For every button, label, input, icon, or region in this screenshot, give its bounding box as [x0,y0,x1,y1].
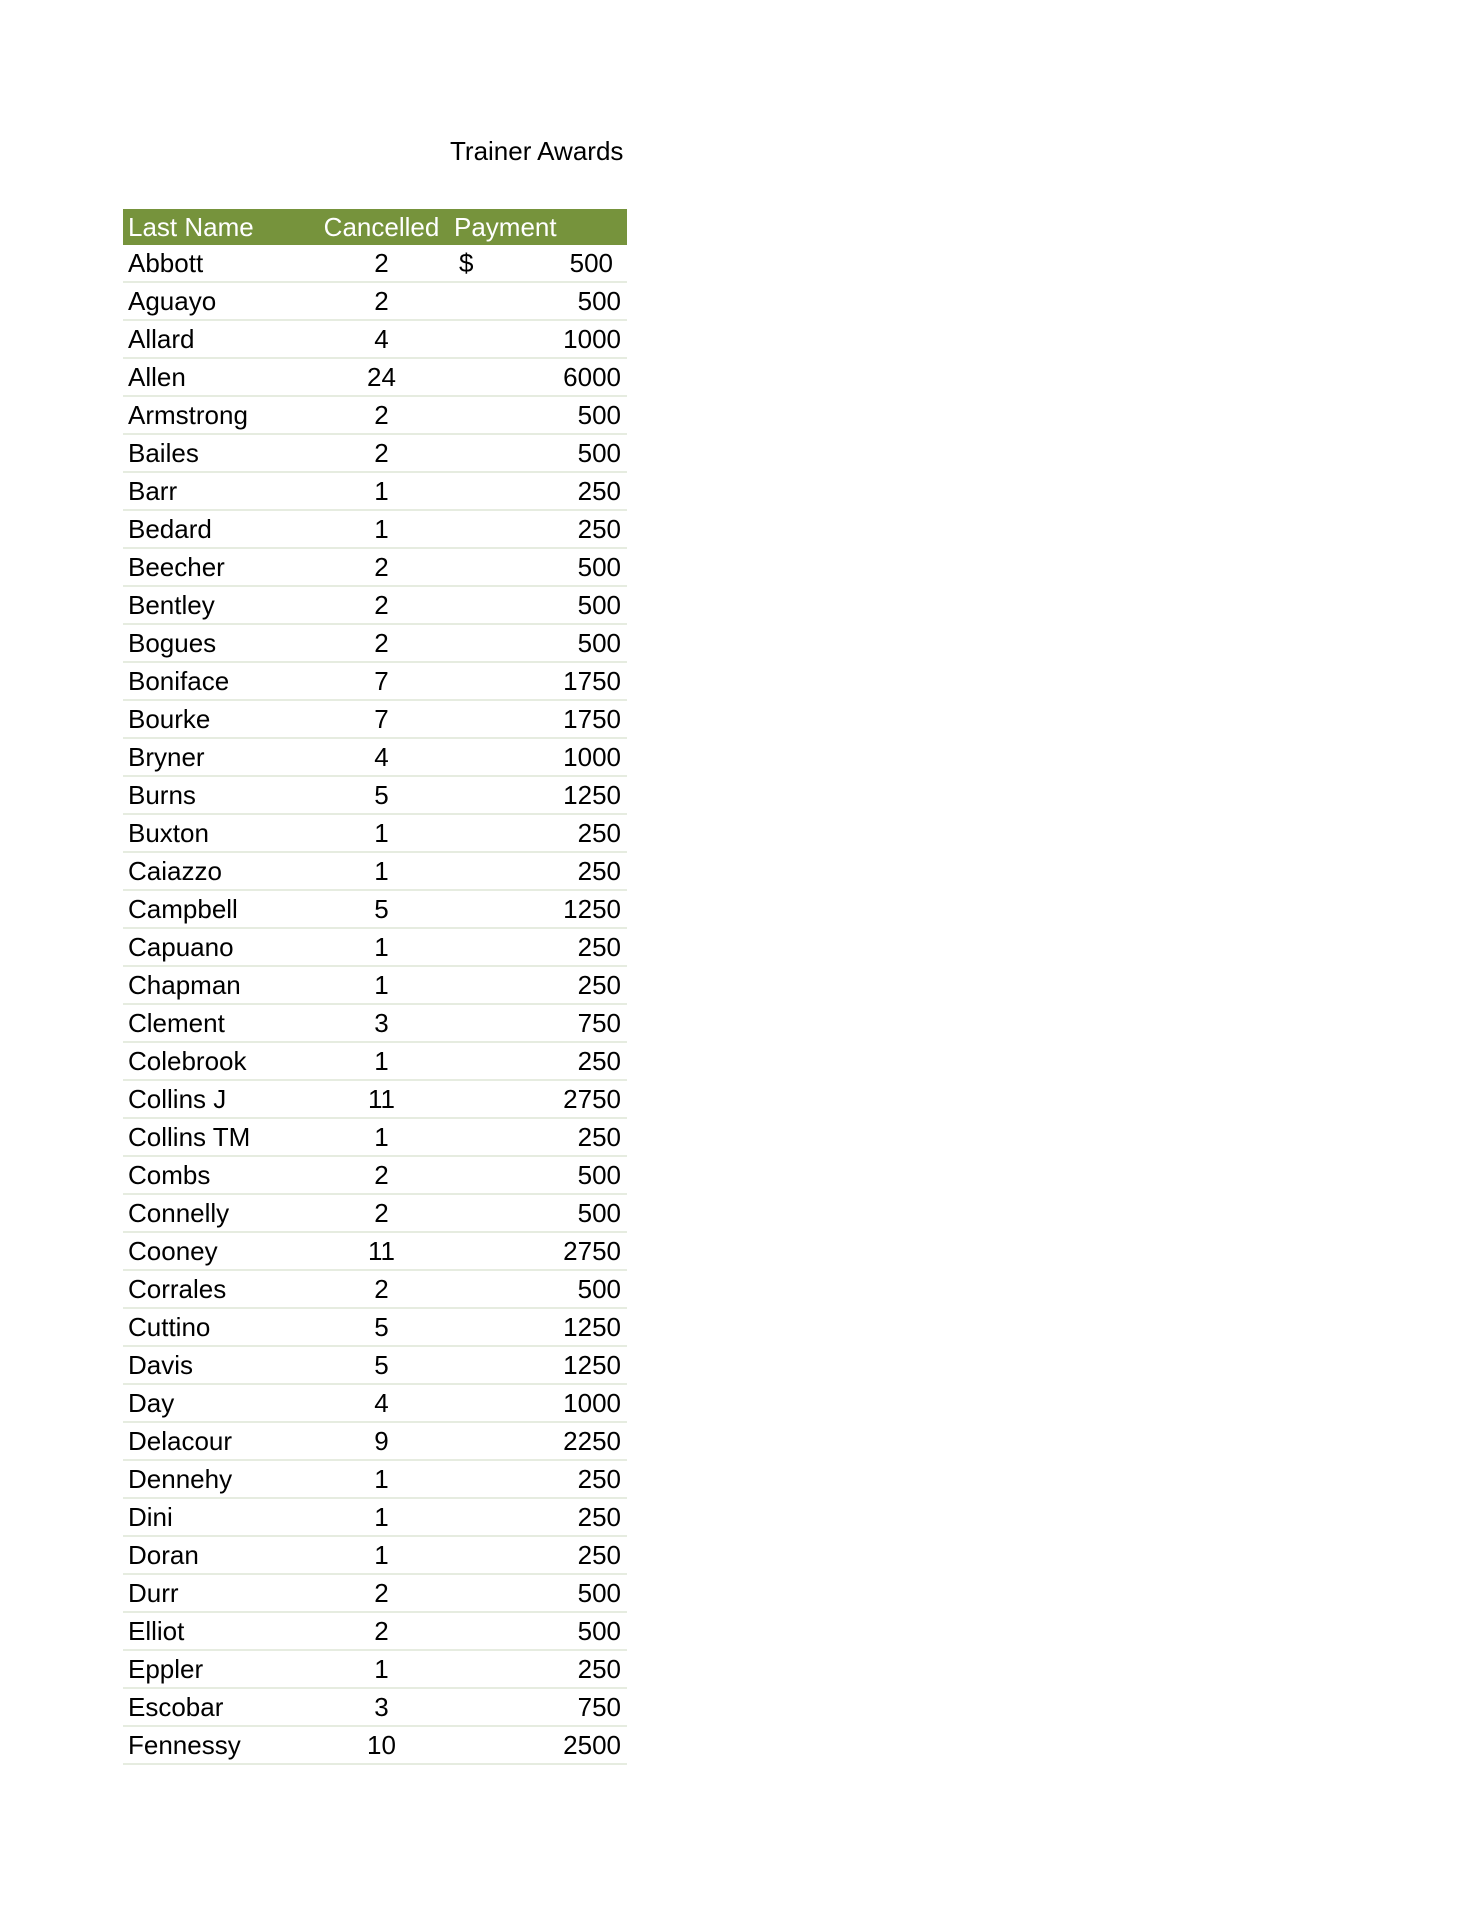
table-row [123,1688,627,1726]
cell-cancelled: 2 [314,1612,449,1650]
cell-payment [449,282,627,320]
cell-cancelled: 1 [314,1042,449,1080]
payment-value: 500 [577,285,621,316]
cell-cancelled: 5 [314,890,449,928]
cell-cancelled: 2 [314,586,449,624]
payment-value: 500 [577,437,621,468]
cell-last-name: Barr [123,472,314,510]
cell-cancelled: 2 [314,434,449,472]
cell-last-name: Burns [123,776,314,814]
cell-payment [449,396,627,434]
table-row [123,586,627,624]
payment-value: 1000 [563,1387,621,1418]
cell-payment [449,1118,627,1156]
payment-value: 250 [577,817,621,848]
cell-payment [449,1194,627,1232]
cell-last-name: Allen [123,358,314,396]
cell-payment [449,358,627,396]
table-row [123,1612,627,1650]
cell-payment [449,890,627,928]
cell-payment [449,1536,627,1574]
payment-value: 1750 [563,665,621,696]
cell-payment [449,510,627,548]
payment-value: 250 [577,1121,621,1152]
payment-value: 500 [577,1273,621,1304]
table-row [123,890,627,928]
payment-value: 1750 [563,703,621,734]
cell-cancelled: 1 [314,510,449,548]
table-row [123,776,627,814]
payment-value: 500 [577,551,621,582]
payment-value: 500 [577,1197,621,1228]
cell-last-name: Aguayo [123,282,314,320]
page-title: Trainer Awards [450,136,624,166]
cell-last-name: Escobar [123,1688,314,1726]
cell-payment [449,1460,627,1498]
cell-last-name: Capuano [123,928,314,966]
cell-cancelled: 4 [314,1384,449,1422]
cell-payment [449,624,627,662]
cell-payment [449,1346,627,1384]
payment-value: 1250 [563,779,621,810]
table-row [123,320,627,358]
cell-last-name: Dini [123,1498,314,1536]
table-row [123,852,627,890]
cell-cancelled: 2 [314,1194,449,1232]
table-row [123,1726,627,1764]
payment-value: 250 [577,513,621,544]
cell-last-name: Combs [123,1156,314,1194]
cell-payment [449,1422,627,1460]
payment-value: 250 [577,931,621,962]
table-row [123,1042,627,1080]
cell-last-name: Colebrook [123,1042,314,1080]
cell-last-name: Durr [123,1574,314,1612]
table-row [123,1574,627,1612]
table-row [123,1498,627,1536]
cell-cancelled: 7 [314,662,449,700]
payment-value: 250 [577,475,621,506]
cell-last-name: Beecher [123,548,314,586]
cell-cancelled: 1 [314,852,449,890]
table-row [123,1080,627,1118]
cell-payment [449,1726,627,1764]
cell-payment [449,1270,627,1308]
payment-value: 250 [577,1653,621,1684]
payment-value: 250 [577,855,621,886]
cell-cancelled: 1 [314,1118,449,1156]
payment-value: 1000 [563,323,621,354]
cell-payment [449,928,627,966]
table-row [123,928,627,966]
payment-value: 500 [569,247,613,278]
cell-last-name: Clement [123,1004,314,1042]
payment-value: 500 [577,1159,621,1190]
table-row [123,510,627,548]
cell-cancelled: 1 [314,1460,449,1498]
cell-cancelled: 2 [314,396,449,434]
header-payment: Payment [449,209,627,245]
cell-last-name: Davis [123,1346,314,1384]
payment-value: 1250 [563,1349,621,1380]
cell-last-name: Bailes [123,434,314,472]
table-header-row [123,209,627,245]
cell-last-name: Bedard [123,510,314,548]
payment-value: 500 [577,1615,621,1646]
currency-symbol: $ [459,248,474,278]
cell-payment [449,434,627,472]
cell-cancelled: 2 [314,1156,449,1194]
payment-value: 250 [577,969,621,1000]
cell-payment [449,1080,627,1118]
cell-last-name: Dennehy [123,1460,314,1498]
cell-last-name: Eppler [123,1650,314,1688]
cell-payment [449,1574,627,1612]
cell-cancelled: 7 [314,700,449,738]
cell-last-name: Elliot [123,1612,314,1650]
cell-last-name: Bryner [123,738,314,776]
cell-last-name: Chapman [123,966,314,1004]
cell-last-name: Allard [123,320,314,358]
cell-last-name: Caiazzo [123,852,314,890]
payment-value: 500 [577,1577,621,1608]
payment-value: 500 [577,627,621,658]
cell-cancelled: 1 [314,1650,449,1688]
table-row [123,662,627,700]
table-row [123,1460,627,1498]
cell-payment [449,738,627,776]
cell-last-name: Campbell [123,890,314,928]
payment-value: 2250 [563,1425,621,1456]
table-row [123,245,627,282]
table-row [123,1194,627,1232]
table-row [123,814,627,852]
cell-cancelled: 5 [314,776,449,814]
cell-cancelled: 4 [314,738,449,776]
cell-payment [449,1232,627,1270]
cell-last-name: Doran [123,1536,314,1574]
cell-cancelled: 1 [314,472,449,510]
table-row [123,1156,627,1194]
cell-last-name: Bogues [123,624,314,662]
cell-last-name: Boniface [123,662,314,700]
table-row [123,966,627,1004]
cell-last-name: Cuttino [123,1308,314,1346]
payment-value: 6000 [563,361,621,392]
cell-cancelled: 2 [314,245,449,282]
cell-cancelled: 1 [314,966,449,1004]
payment-value: 250 [577,1045,621,1076]
cell-last-name: Armstrong [123,396,314,434]
cell-last-name: Collins J [123,1080,314,1118]
table-row [123,1536,627,1574]
header-cancelled: Cancelled [314,209,449,245]
cell-payment [449,1688,627,1726]
table-row [123,1270,627,1308]
cell-payment [449,966,627,1004]
cell-cancelled: 24 [314,358,449,396]
payment-value: 250 [577,1539,621,1570]
trainer-awards-table [123,209,627,1765]
table-row [123,1004,627,1042]
cell-cancelled: 11 [314,1232,449,1270]
cell-cancelled: 2 [314,548,449,586]
cell-cancelled: 1 [314,1498,449,1536]
cell-payment [449,1004,627,1042]
cell-payment [449,1650,627,1688]
payment-value: 1250 [563,1311,621,1342]
cell-cancelled: 1 [314,928,449,966]
payment-value: 250 [577,1463,621,1494]
table-row [123,1346,627,1384]
cell-payment [449,814,627,852]
cell-last-name: Connelly [123,1194,314,1232]
payment-value: 1000 [563,741,621,772]
cell-cancelled: 11 [314,1080,449,1118]
cell-cancelled: 3 [314,1688,449,1726]
cell-cancelled: 1 [314,1536,449,1574]
header-last-name: Last Name [123,209,314,245]
cell-cancelled: 2 [314,1574,449,1612]
table-row [123,548,627,586]
cell-last-name: Corrales [123,1270,314,1308]
cell-payment [449,852,627,890]
table-row [123,624,627,662]
table-row [123,282,627,320]
table-row [123,434,627,472]
cell-cancelled: 2 [314,282,449,320]
cell-payment [449,700,627,738]
cell-payment [449,548,627,586]
table-row [123,1118,627,1156]
cell-last-name: Collins TM [123,1118,314,1156]
cell-payment [449,1156,627,1194]
table-row [123,1308,627,1346]
cell-payment [449,472,627,510]
cell-last-name: Day [123,1384,314,1422]
cell-last-name: Bourke [123,700,314,738]
table-row [123,1232,627,1270]
cell-payment [449,1498,627,1536]
cell-cancelled: 5 [314,1308,449,1346]
cell-payment [449,662,627,700]
cell-cancelled: 3 [314,1004,449,1042]
payment-value: 500 [577,589,621,620]
payment-value: 750 [577,1007,621,1038]
cell-payment [449,586,627,624]
cell-payment [449,320,627,358]
cell-payment [449,1384,627,1422]
cell-cancelled: 1 [314,814,449,852]
cell-cancelled: 9 [314,1422,449,1460]
payment-value: 2500 [563,1729,621,1760]
table-row [123,1422,627,1460]
cell-cancelled: 4 [314,320,449,358]
payment-value: 2750 [563,1235,621,1266]
cell-payment [449,776,627,814]
payment-value: 500 [577,399,621,430]
payment-value: 1250 [563,893,621,924]
cell-cancelled: 5 [314,1346,449,1384]
cell-payment [449,1612,627,1650]
payment-value: 2750 [563,1083,621,1114]
table-row [123,358,627,396]
cell-cancelled: 2 [314,1270,449,1308]
cell-cancelled: 10 [314,1726,449,1764]
table-row [123,1384,627,1422]
cell-last-name: Bentley [123,586,314,624]
cell-payment [449,1042,627,1080]
cell-last-name: Buxton [123,814,314,852]
cell-payment [449,245,627,282]
table-row [123,472,627,510]
cell-payment [449,1308,627,1346]
table-row [123,700,627,738]
cell-last-name: Delacour [123,1422,314,1460]
cell-last-name: Abbott [123,245,314,282]
payment-value: 750 [577,1691,621,1722]
cell-last-name: Fennessy [123,1726,314,1764]
cell-last-name: Cooney [123,1232,314,1270]
table-row [123,396,627,434]
table-row [123,738,627,776]
table-row [123,1650,627,1688]
cell-cancelled: 2 [314,624,449,662]
payment-value: 250 [577,1501,621,1532]
